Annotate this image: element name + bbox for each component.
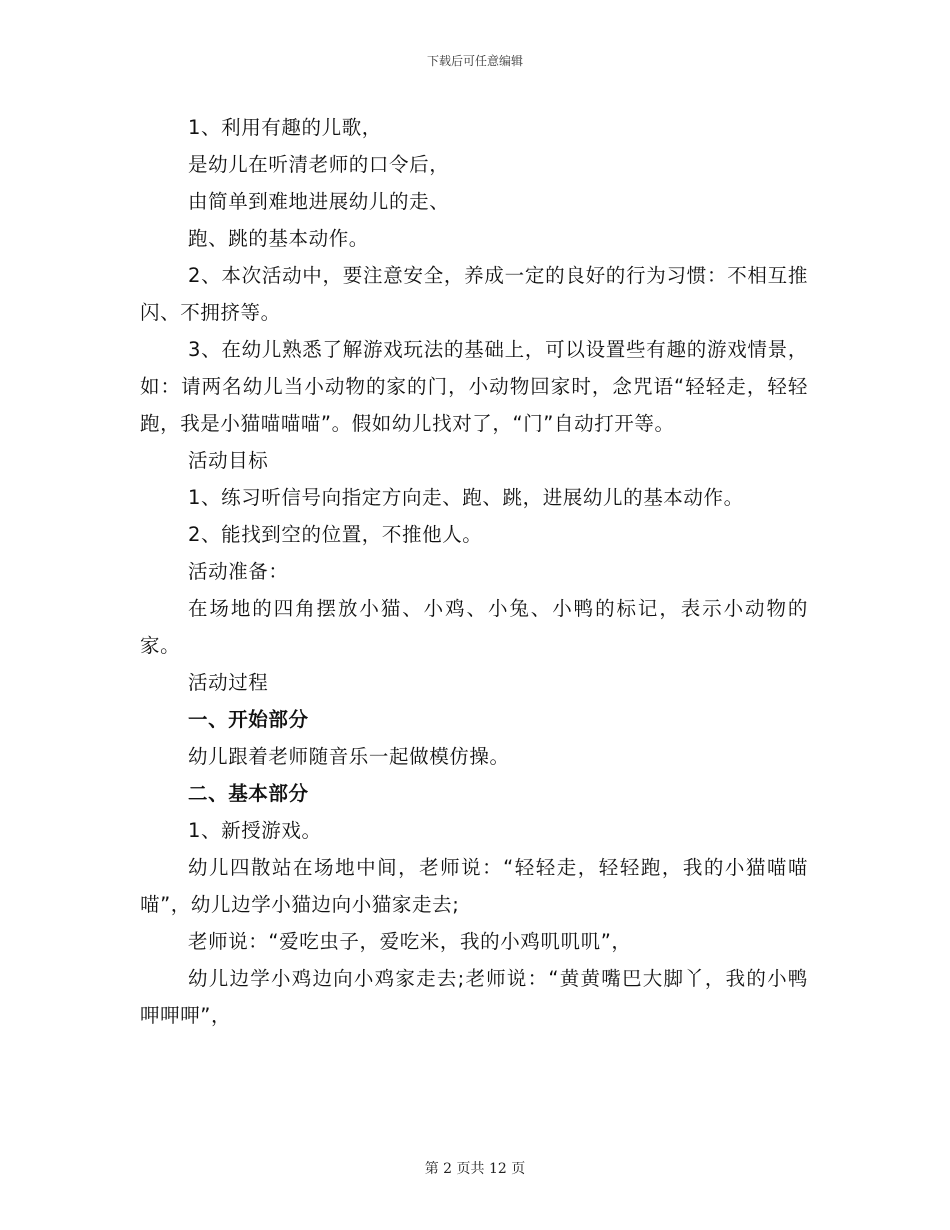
paragraph: 活动准备： bbox=[188, 560, 289, 583]
paragraph: 跑、跳的基本动作。 bbox=[188, 227, 369, 250]
paragraph: 2、本次活动中，要注意安全，养成一定的良好的行为习惯：不相互推闪、不拥挤等。 bbox=[140, 264, 808, 324]
page-header: 下载后可任意编辑 bbox=[426, 54, 523, 68]
section-heading: 一、开始部分 bbox=[188, 708, 309, 731]
paragraph: 在场地的四角摆放小猫、小鸡、小兔、小鸭的标记，表示小动物的家。 bbox=[140, 597, 808, 657]
paragraph: 老师说：“爱吃虫子，爱吃米，我的小鸡叽叽叽”， bbox=[188, 930, 632, 953]
paragraph: 活动目标 bbox=[188, 449, 269, 472]
paragraph: 3、在幼儿熟悉了解游戏玩法的基础上，可以设置些有趣的游戏情景，如：请两名幼儿当小动物的家的门，小动物回家时，念咒语“轻轻走，轻轻跑，我是小猫喵喵喵”。假如幼儿找对了，“门”自动打开等。 bbox=[140, 338, 808, 435]
document-body bbox=[140, 109, 808, 1034]
paragraph: 1、新授游戏。 bbox=[188, 819, 322, 842]
paragraph: 是幼儿在听清老师的口令后， bbox=[188, 153, 450, 176]
paragraph: 活动过程 bbox=[188, 671, 269, 694]
paragraph: 幼儿边学小鸡边向小鸡家走去;老师说：“黄黄嘴巴大脚丫，我的小鸭呷呷呷”， bbox=[140, 967, 808, 1027]
section-heading: 二、基本部分 bbox=[188, 782, 309, 805]
paragraph: 由简单到难地进展幼儿的走、 bbox=[188, 190, 450, 213]
paragraph: 幼儿四散站在场地中间，老师说：“轻轻走，轻轻跑，我的小猫喵喵喵”，幼儿边学小猫边向小猫家走去; bbox=[140, 856, 808, 916]
paragraph: 1、练习听信号向指定方向走、跑、跳，进展幼儿的基本动作。 bbox=[188, 486, 744, 509]
paragraph: 1、利用有趣的儿歌， bbox=[188, 116, 382, 139]
paragraph: 幼儿跟着老师随音乐一起做模仿操。 bbox=[188, 745, 510, 768]
paragraph: 2、能找到空的位置，不推他人。 bbox=[188, 523, 483, 546]
page-footer: 第 2 页共 12 页 bbox=[424, 1161, 526, 1177]
